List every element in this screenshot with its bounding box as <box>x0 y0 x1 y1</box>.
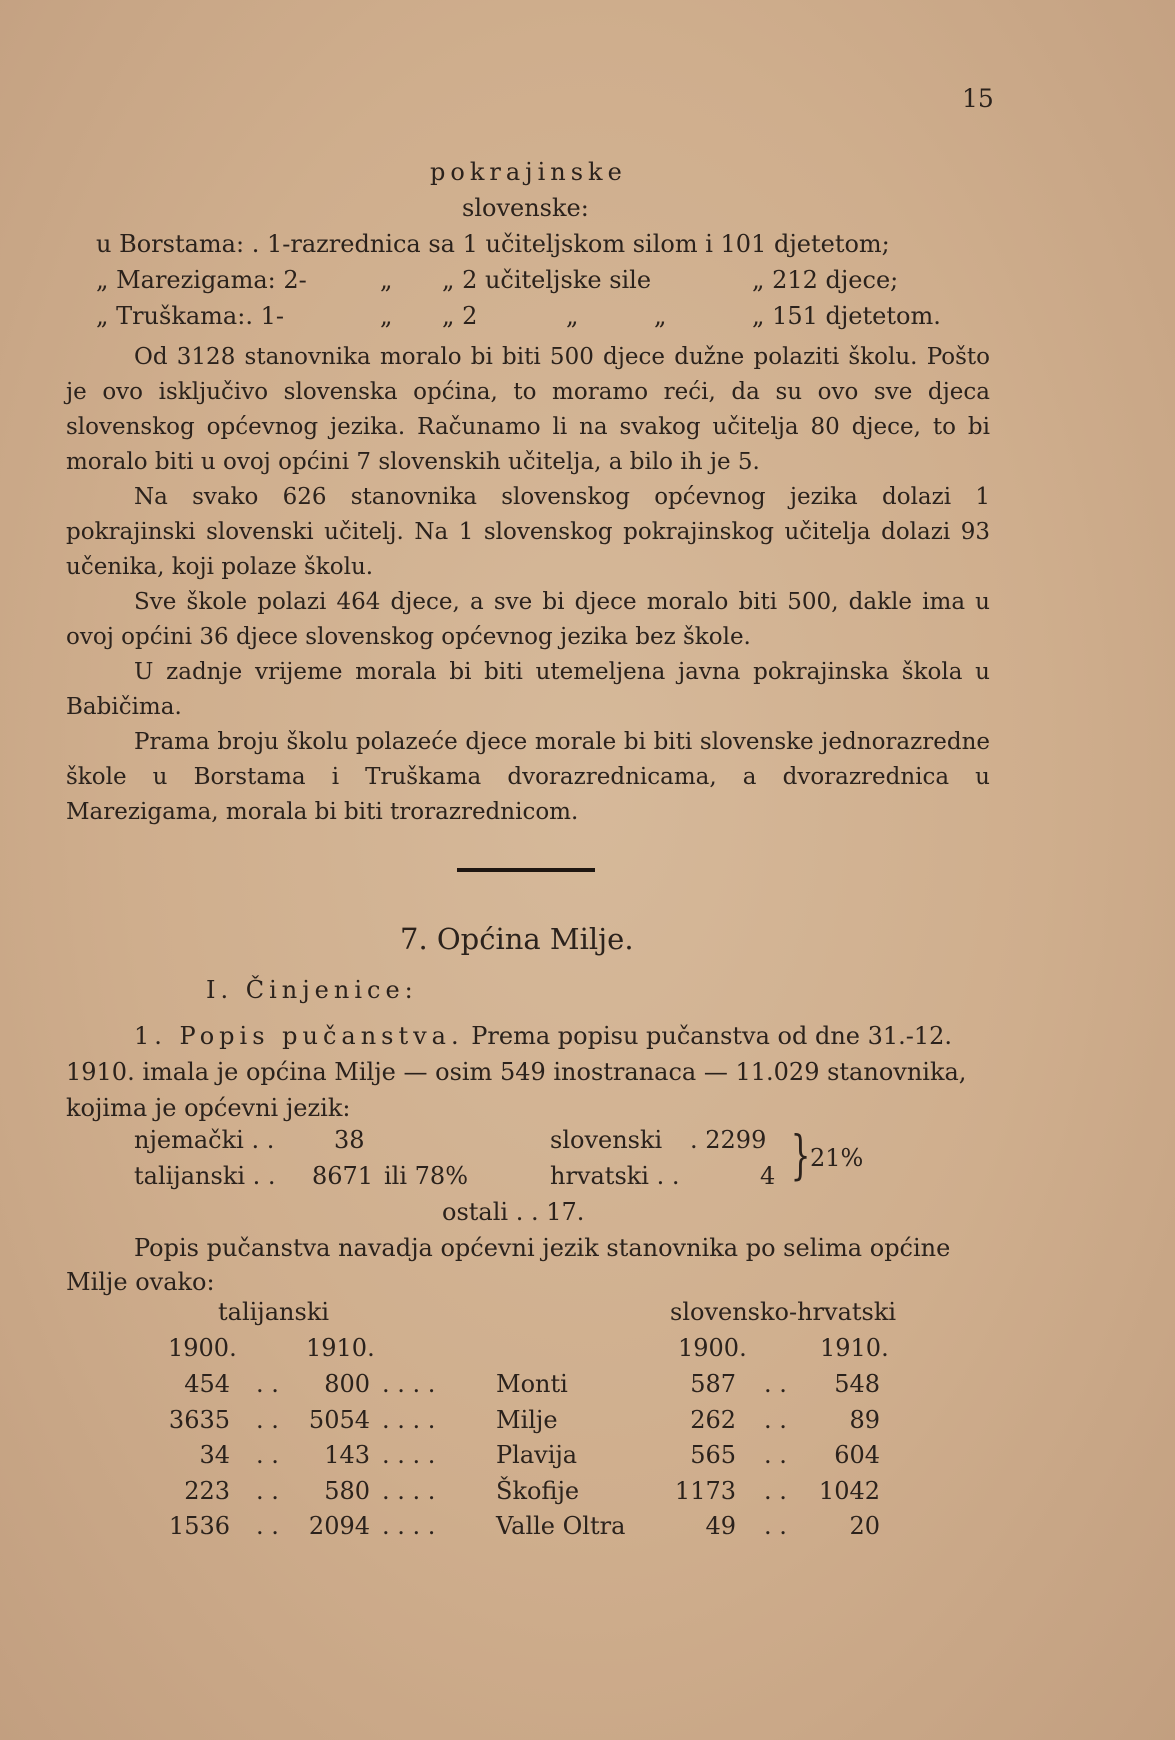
leader-dots: . . <box>256 1370 279 1398</box>
cell-village: Milje <box>496 1406 558 1434</box>
leader-dots: . . <box>256 1441 279 1469</box>
lang-talijanski-label: talijanski . . <box>134 1162 276 1190</box>
village-intro-line-2: Milje ovako: <box>66 1268 215 1296</box>
school-place: u Borstama: <box>96 230 245 258</box>
school-detail: . 1-razrednica sa 1 učiteljskom silom i 101 djetetom; <box>251 230 890 258</box>
popis-line-1 <box>134 1018 952 1054</box>
leader-dots: . . . . <box>382 1406 436 1434</box>
body-text <box>66 340 990 830</box>
section-subheading: I. Činjenice: <box>206 976 418 1004</box>
section-title: 7. Općina Milje. <box>400 922 634 956</box>
heading-slovenske: slovenske: <box>462 194 589 222</box>
leader-dots: . . <box>764 1406 787 1434</box>
cell-slovensko-1910: 548 <box>834 1370 880 1398</box>
cell-village: Valle Oltra <box>496 1512 626 1540</box>
lang-hrvatski-label: hrvatski . . <box>550 1162 680 1190</box>
ditto-mark: „ <box>380 266 393 294</box>
table-year: 1910. <box>820 1334 889 1362</box>
school-line-borstama <box>96 226 890 262</box>
leader-dots: . . <box>256 1406 279 1434</box>
school-detail: „ 2 <box>442 302 478 330</box>
lang-slovenski-value: . 2299 <box>690 1126 767 1154</box>
table-year: 1910. <box>306 1334 375 1362</box>
paragraph: Sve škole polazi 464 djece, a sve bi djece moralo biti 500, dakle ima u ovoj općini 36 djece slovenskog općevnog jezika bez škole. <box>66 589 990 650</box>
school-children: „ 151 djetetom. <box>752 302 941 330</box>
paragraph: Prama broju školu polazeće djece morale bi biti slovenske jednorazredne škole u Borstama i Truškama dvorazrednicama, a dvorazrednica u Marezigama, morala bi biti trorazrednicom. <box>66 729 990 825</box>
table-header-slovensko-hrvatski: slovensko-hrvatski <box>670 1298 897 1326</box>
lang-talijanski-percent: ili 78% <box>384 1162 468 1190</box>
lang-njemacki-value: 38 <box>334 1126 365 1154</box>
school-detail: „ 2 učiteljske sile <box>442 266 652 294</box>
leader-dots: . . . . <box>382 1441 436 1469</box>
leader-dots: . . <box>256 1512 279 1540</box>
cell-talijanski-1910: 143 <box>324 1441 370 1469</box>
paragraph: Na svako 626 stanovnika slovenskog općevnog jezika dolazi 1 pokrajinski slovenski učitelj. Na 1 slovenskog pokrajinskog učitelja dolazi 93 učenika, koji polaze školu. <box>66 484 990 580</box>
school-place: „ Truškama:. 1- <box>96 302 284 330</box>
leader-dots: . . <box>764 1441 787 1469</box>
cell-talijanski-1900: 454 <box>184 1370 230 1398</box>
cell-slovensko-1910: 89 <box>849 1406 880 1434</box>
leader-dots: . . . . <box>382 1512 436 1540</box>
lang-hrvatski-value: 4 <box>760 1162 776 1190</box>
cell-village: Plavija <box>496 1441 578 1469</box>
cell-talijanski-1910: 580 <box>324 1477 370 1505</box>
cell-slovensko-1910: 1042 <box>818 1477 880 1505</box>
school-line-marezige <box>96 262 307 298</box>
paragraph: U zadnje vrijeme morala bi biti utemeljena javna pokrajinska škola u Babičima. <box>66 659 990 720</box>
leader-dots: . . <box>764 1512 787 1540</box>
popis-text: Prema popisu pučanstva od dne 31.-12. <box>471 1022 953 1050</box>
cell-talijanski-1910: 2094 <box>308 1512 370 1540</box>
table-header-talijanski: talijanski <box>218 1298 330 1326</box>
page-number: 15 <box>962 84 994 113</box>
popis-label: 1. Popis pučanstva. <box>134 1022 464 1050</box>
cell-talijanski-1900: 3635 <box>168 1406 230 1434</box>
ditto-mark: „ <box>654 302 667 330</box>
table-year: 1900. <box>678 1334 747 1362</box>
leader-dots: . . . . <box>382 1477 436 1505</box>
leader-dots: . . <box>764 1370 787 1398</box>
cell-slovensko-1910: 604 <box>834 1441 880 1469</box>
cell-slovensko-1910: 20 <box>849 1512 880 1540</box>
ditto-mark: „ <box>566 302 579 330</box>
cell-village: Škofije <box>496 1477 580 1505</box>
cell-talijanski-1910: 800 <box>324 1370 370 1398</box>
heading-pokrajinske: pokrajinske <box>430 158 627 186</box>
brace-icon: } <box>790 1126 811 1186</box>
cell-slovensko-1900: 565 <box>690 1441 736 1469</box>
cell-slovensko-1900: 587 <box>690 1370 736 1398</box>
lang-talijanski-value: 8671 <box>312 1162 374 1190</box>
leader-dots: . . <box>764 1477 787 1505</box>
lang-slavic-percent: 21% <box>810 1144 864 1172</box>
cell-slovensko-1900: 262 <box>690 1406 736 1434</box>
cell-slovensko-1900: 1173 <box>674 1477 736 1505</box>
village-intro-line-1: Popis pučanstva navadja općevni jezik stanovnika po selima općine <box>134 1234 951 1262</box>
cell-talijanski-1900: 34 <box>199 1441 230 1469</box>
popis-line-3: kojima je općevni jezik: <box>66 1094 351 1122</box>
ditto-mark: „ <box>380 302 393 330</box>
cell-talijanski-1900: 223 <box>184 1477 230 1505</box>
paragraph: Od 3128 stanovnika moralo bi biti 500 djece dužne polaziti školu. Pošto je ovo isključivo slovenska općina, to moramo reći, da su ovo sve djeca slovenskog općevnog jezika. Računamo li na svakog učitelja 80 djece, to bi moralo biti u ovoj općini 7 slovenskih učitelja, a bilo ih je 5. <box>66 344 990 475</box>
lang-ostali: ostali . . 17. <box>442 1198 585 1226</box>
lang-slovenski-label: slovenski <box>550 1126 663 1154</box>
leader-dots: . . <box>256 1477 279 1505</box>
cell-talijanski-1900: 1536 <box>168 1512 230 1540</box>
table-year: 1900. <box>168 1334 237 1362</box>
section-divider <box>457 868 595 872</box>
leader-dots: . . . . <box>382 1370 436 1398</box>
popis-line-2: 1910. imala je općina Milje — osim 549 inostranaca — 11.029 stanovnika, <box>66 1058 967 1086</box>
lang-njemacki-label: njemački . . <box>134 1126 275 1154</box>
school-place: „ Marezigama: 2- <box>96 266 307 294</box>
cell-village: Monti <box>496 1370 568 1398</box>
school-line-truske <box>96 298 284 334</box>
school-children: „ 212 djece; <box>752 266 899 294</box>
cell-slovensko-1900: 49 <box>705 1512 736 1540</box>
cell-talijanski-1910: 5054 <box>308 1406 370 1434</box>
